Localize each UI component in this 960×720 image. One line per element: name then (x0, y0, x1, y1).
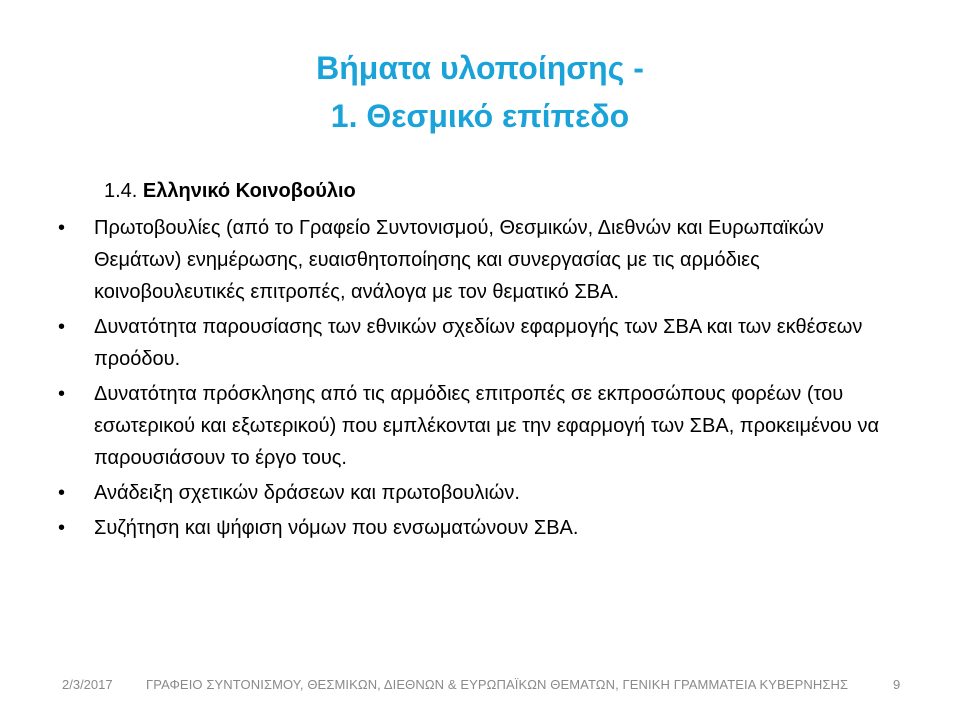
slide-title (0, 44, 960, 140)
bullet-icon: • (58, 517, 66, 539)
slide-footer (0, 677, 960, 697)
bullet-text: Δυνατότητα παρουσίασης των εθνικών σχεδίων εφαρμογής των ΣΒΑ και των εκθέσεων προόδου. (94, 316, 863, 370)
footer-page-number: 9 (893, 677, 901, 692)
bullet-text: Ανάδειξη σχετικών δράσεων και πρωτοβουλιών. (94, 482, 520, 504)
slide-title-line-2: 1. Θεσμικό επίπεδο (330, 98, 630, 134)
bullet-text: Πρωτοβουλίες (από το Γραφείο Συντονισμού, Θεσμικών, Διεθνών και Ευρωπαϊκών Θεμάτων) ενημέρωσης, ευαισθητοποίησης και συνεργασίας με τις αρμόδιες κοινοβουλευτικές επιτροπές, ανάλογα με τον θεματικό ΣΒΑ. (94, 217, 824, 303)
bullet-icon: • (58, 217, 66, 239)
slide-title-line-1: Βήματα υλοποίησης - (316, 50, 644, 86)
bullet-item (58, 477, 908, 509)
bullet-item (58, 311, 908, 375)
bullet-icon: • (58, 482, 66, 504)
subheading-number: 1.4. (104, 180, 138, 202)
bullet-item (58, 212, 908, 308)
footer-organization: ΓΡΑΦΕΙΟ ΣΥΝΤΟΝΙΣΜΟΥ, ΘΕΣΜΙΚΩΝ, ΔΙΕΘΝΩΝ & ΕΥΡΩΠΑΪΚΩΝ ΘΕΜΑΤΩΝ, ΓΕΝΙΚΗ ΓΡΑΜΜΑΤΕΙΑ ΚΥΒΕΡΝΗΣΗΣ (146, 677, 849, 692)
subheading-text: Ελληνικό Κοινοβούλιο (142, 180, 356, 202)
bullet-icon: • (58, 316, 66, 338)
bullet-text: Δυνατότητα πρόσκλησης από τις αρμόδιες επιτροπές σε εκπροσώπους φορέων (του εσωτερικού και εξωτερικού) που εμπλέκονται με την εφαρμογή των ΣΒΑ, προκειμένου να παρουσιάσουν το έργο τους. (94, 383, 880, 469)
bullet-item (58, 512, 908, 544)
footer-date: 2/3/2017 (62, 677, 113, 692)
bullet-item (58, 378, 908, 474)
bullet-icon: • (58, 383, 66, 405)
bullet-list (58, 212, 908, 547)
bullet-text: Συζήτηση και ψήφιση νόμων που ενσωματώνουν ΣΒΑ. (94, 517, 579, 539)
section-subheading (104, 177, 356, 205)
